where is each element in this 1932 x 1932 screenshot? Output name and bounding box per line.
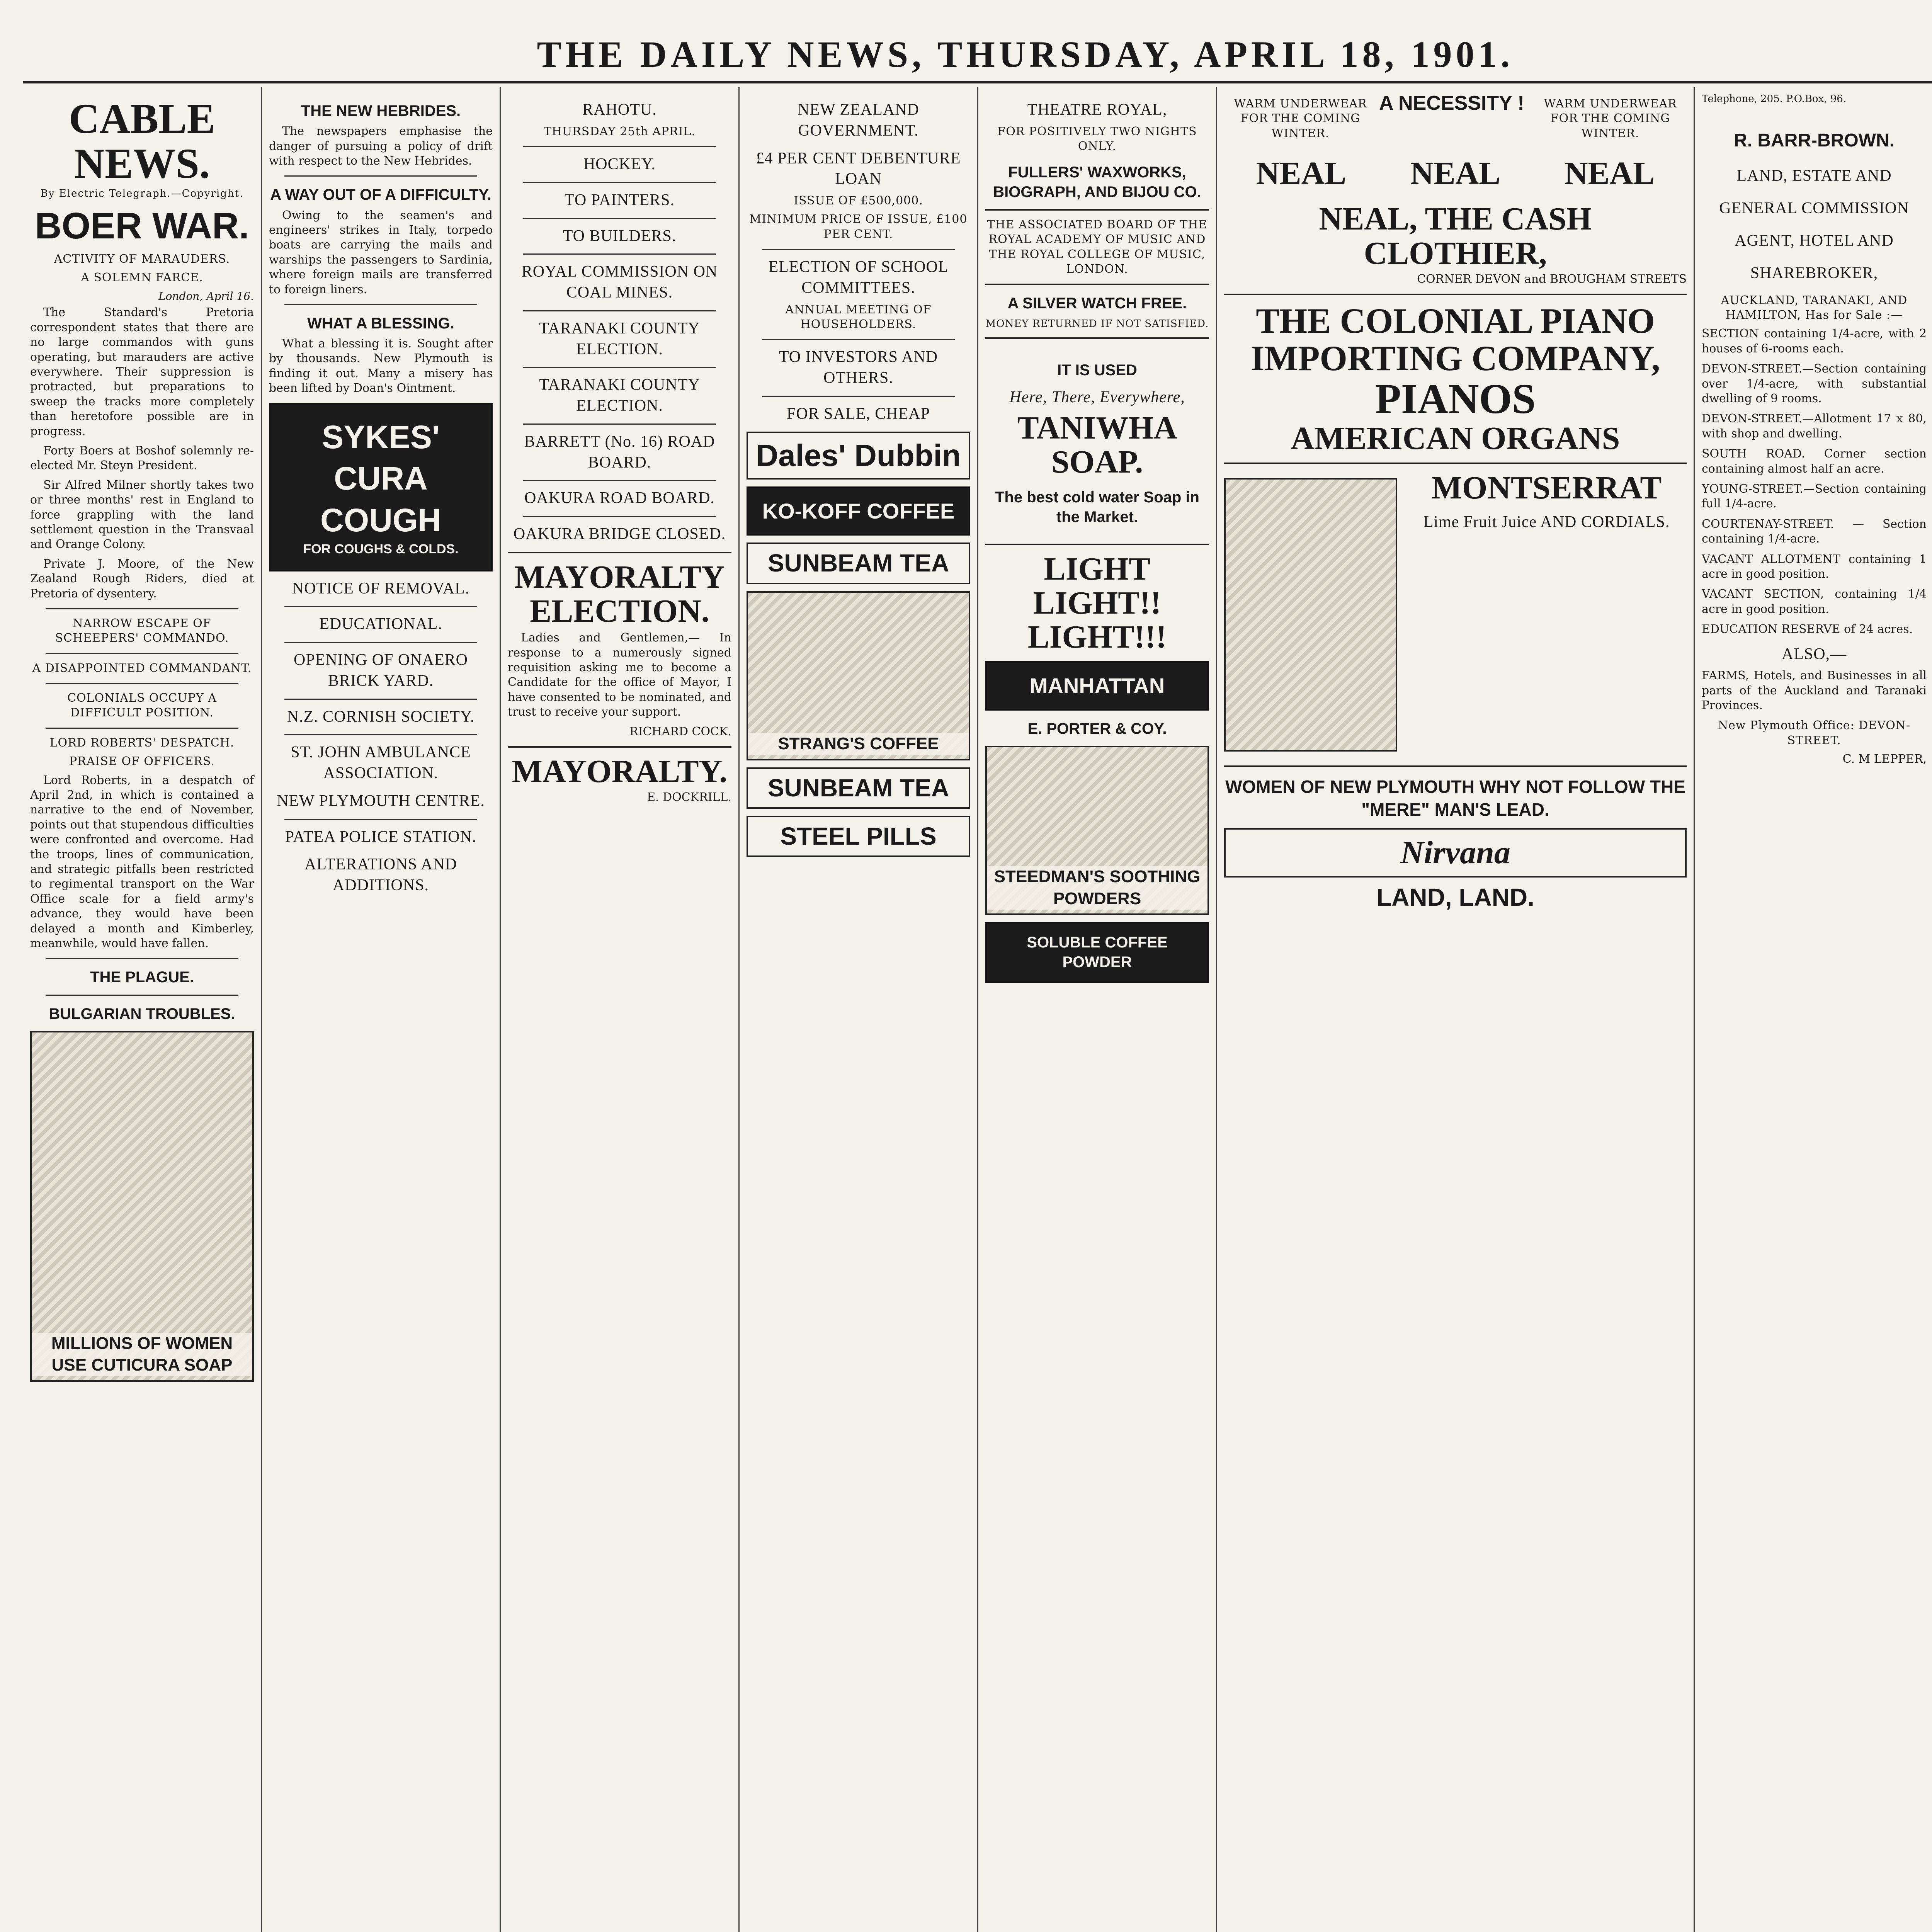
divider <box>523 182 716 183</box>
strang-coffee-illustration <box>747 591 970 760</box>
dales-title: Dales' Dubbin <box>756 438 961 473</box>
kokoff-advert: KO-KOFF COFFEE <box>747 486 970 536</box>
divider <box>284 606 477 607</box>
women-heading: WOMEN OF NEW PLYMOUTH WHY NOT FOLLOW THE "MERE" MAN'S LEAD. <box>1225 777 1685 820</box>
column-5 <box>978 87 1217 1932</box>
heading-for-sale: FOR SALE, CHEAP <box>787 405 930 423</box>
heading-rahotu-date: THURSDAY 25th APRIL. <box>543 124 696 138</box>
heading-theatre: THEATRE ROYAL, <box>1027 101 1167 119</box>
taniwha-line-1: IT IS USED <box>1057 361 1137 379</box>
heading-oakura: OAKURA ROAD BOARD. <box>524 489 715 507</box>
heading-fullers: FULLERS' WAXWORKS, BIOGRAPH, AND BIJOU CO. <box>993 163 1201 201</box>
heading-bulgarian: BULGARIAN TROUBLES. <box>49 1005 235 1022</box>
steedman-illustration <box>985 746 1209 915</box>
divider <box>523 253 716 255</box>
divider <box>46 608 238 609</box>
heading-solemn-farce: A SOLEMN FARCE. <box>81 271 203 285</box>
column-4 <box>740 87 978 1932</box>
columns <box>23 87 1932 1932</box>
divider <box>1224 765 1687 767</box>
heading-marauders: ACTIVITY OF MARAUDERS. <box>54 252 230 266</box>
divider <box>46 728 238 729</box>
heading-brick-yard: OPENING OF ONAERO BRICK YARD. <box>293 651 468 690</box>
nirvana-title: Nirvana <box>1400 834 1510 871</box>
strang-coffee-text: STRANG'S COFFEE <box>748 733 969 755</box>
divider <box>523 480 716 481</box>
divider <box>523 310 716 311</box>
heading-commandant: A DISAPPOINTED COMMANDANT. <box>32 661 252 675</box>
divider <box>46 995 238 996</box>
heading-taranaki-2: TARANAKI COUNTY ELECTION. <box>539 376 700 415</box>
listing-item: YOUNG-STREET.—Section containing full 1/4-acre. <box>1702 482 1927 511</box>
heading-mayoralty: MAYORALTY. <box>512 753 728 789</box>
heading-minimum-price: MINIMUM PRICE OF ISSUE, £100 PER CENT. <box>749 213 968 241</box>
column-6-7 <box>1217 87 1695 1932</box>
agent-subtitle: AUCKLAND, TARANAKI, AND HAMILTON, Has for Sale :— <box>1721 293 1908 322</box>
divider <box>284 734 477 735</box>
contact-line: Telephone, 205. P.O.Box, 96. <box>1702 93 1847 105</box>
heading-difficulty: A WAY OUT OF A DIFFICULTY. <box>270 186 492 204</box>
heading-alterations: ALTERATIONS AND ADDITIONS. <box>304 855 457 895</box>
heading-two-nights: FOR POSITIVELY TWO NIGHTS ONLY. <box>997 124 1197 153</box>
neal-1: NEAL <box>1256 155 1347 192</box>
heading-mayoralty-election: MAYORALTY ELECTION. <box>514 559 725 629</box>
divider <box>284 642 477 643</box>
neal-address: CORNER DEVON and BROUGHAM STREETS <box>1417 272 1687 286</box>
article-paragraph: Sir Alfred Milner shortly takes two or three months' rest in England to force grappling with the land settlement question in the Transvaal and Orange Colony. <box>30 478 254 551</box>
divider <box>523 146 716 147</box>
divider <box>762 339 955 340</box>
taniwha-title: TANIWHA SOAP. <box>1017 410 1177 480</box>
listing-item: DEVON-STREET.—Section containing over 1/4-acre, with substantial dwelling of 9 rooms. <box>1702 362 1927 406</box>
cable-news-title: CABLE NEWS. <box>69 95 215 187</box>
cuticura-advert-text: MILLIONS OF WOMEN USE CUTICURA SOAP <box>32 1333 252 1376</box>
heading-debenture: £4 PER CENT DEBENTURE LOAN <box>756 149 961 188</box>
divider <box>523 516 716 517</box>
listing-item: VACANT ALLOTMENT containing 1 acre in good position. <box>1702 552 1927 581</box>
neal-clothier: NEAL, THE CASH CLOTHIER, <box>1319 201 1592 271</box>
article-paragraph: Owing to the seamen's and engineers' strikes in Italy, torpedo boats are carrying the mails and warships the passengers to Sardinia, where foreign mails are transferred to foreign liners. <box>269 208 493 296</box>
necessity-heading: A NECESSITY ! <box>1379 92 1524 114</box>
heading-colonials: COLONIALS OCCUPY A DIFFICULT POSITION. <box>67 691 217 720</box>
divider <box>284 175 477 177</box>
heading-oakura-bridge: OAKURA BRIDGE CLOSED. <box>513 525 726 543</box>
article-paragraph: Forty Boers at Boshof solemnly re-elected Mr. Steyn President. <box>30 444 254 473</box>
steedman-text: STEEDMAN'S SOOTHING POWDERS <box>987 866 1208 910</box>
mayoralty-paragraph: Ladies and Gentlemen,— In response to a numerously signed requisition asking me to become a Candidate for the office of Mayor, I have consented to be nominated, and trust to receive your support. <box>508 631 731 719</box>
dateline: London, April 16. <box>158 289 254 303</box>
divider <box>46 653 238 654</box>
dales-dubbin-advert <box>747 432 970 480</box>
farms-line: FARMS, Hotels, and Businesses in all parts of the Auckland and Taranaki Provinces. <box>1702 669 1927 713</box>
masthead: THE DAILY NEWS, THURSDAY, APRIL 18, 1901. <box>23 27 1932 83</box>
signature-cock: RICHARD COCK. <box>629 724 731 738</box>
agent-signature: C. M LEPPER, <box>1842 752 1927 766</box>
divider <box>46 958 238 959</box>
heading-removal: NOTICE OF REMOVAL. <box>292 579 470 597</box>
article-paragraph: The newspapers emphasise the danger of pursuing a policy of drift with respect to the New Hebrides. <box>269 124 493 168</box>
listing-item: SECTION containing 1/4-acre, with 2 houses of 6-rooms each. <box>1702 327 1927 355</box>
column-2 <box>262 87 501 1932</box>
heading-plague: THE PLAGUE. <box>90 969 194 986</box>
divider <box>762 396 955 397</box>
heading-patea: PATEA POLICE STATION. <box>285 828 477 846</box>
heading-cornish: N.Z. CORNISH SOCIETY. <box>287 707 475 726</box>
sunbeam-advert-1 <box>747 543 970 584</box>
divider <box>284 304 477 305</box>
heading-builders: TO BUILDERS. <box>563 227 677 245</box>
divider <box>1224 294 1687 295</box>
taniwha-soap-advert <box>985 346 1209 537</box>
pianos-heading: PIANOS <box>1375 375 1536 423</box>
heading-issue: ISSUE OF £500,000. <box>794 194 923 207</box>
column-3 <box>501 87 740 1932</box>
listing-item: SOUTH ROAD. Corner section containing almost half an acre. <box>1702 447 1927 476</box>
divider <box>523 218 716 219</box>
heading-roberts-despatch: LORD ROBERTS' DESPATCH. <box>49 736 235 750</box>
steel-pills-title: STEEL PILLS <box>780 822 937 850</box>
heading-new-hebrides: THE NEW HEBRIDES. <box>301 102 461 119</box>
divider <box>985 209 1209 211</box>
listing-item: COURTENAY-STREET. — Section containing 1/4-acre. <box>1702 517 1927 546</box>
divider <box>985 337 1209 339</box>
cuticura-advert-illustration <box>30 1031 254 1382</box>
heading-silver-watch: A SILVER WATCH FREE. <box>1007 295 1187 312</box>
heading-rahotu: RAHOTU. <box>582 101 657 119</box>
montserrat-sub: Lime Fruit Juice AND CORDIALS. <box>1423 513 1670 531</box>
land-heading: LAND, LAND. <box>1376 883 1534 911</box>
heading-householders: ANNUAL MEETING OF HOUSEHOLDERS. <box>785 303 932 332</box>
heading-scheepers: NARROW ESCAPE OF SCHEEPERS' COMMANDO. <box>55 616 229 645</box>
nirvana-advert <box>1224 828 1687 878</box>
piano-company: THE COLONIAL PIANO IMPORTING COMPANY, <box>1250 301 1660 378</box>
montserrat-illustration <box>1224 478 1397 752</box>
warm-underwear-left: WARM UNDERWEAR FOR THE COMING WINTER. <box>1234 97 1367 140</box>
sunbeam-advert-2 <box>747 767 970 809</box>
divider <box>762 249 955 250</box>
divider <box>523 367 716 368</box>
article-paragraph: Lord Roberts, in a despatch of April 2nd, in which is contained a narrative to the end of November, points out that stupendous difficulties were confronted and overcome. Had the troops, lines of communication, and strategic pitfalls been restricted to regimental transport on the War Office scale for a field army's advance, they would have been delayed a month and Kimberley, meanwhile, would have fallen. <box>30 773 254 950</box>
sykes-title: SYKES' CURA COUGH <box>320 418 441 538</box>
boer-war-heading: BOER WAR. <box>35 205 249 247</box>
sykes-sub: FOR COUGHS & COLDS. <box>303 542 459 557</box>
column-1 <box>23 87 262 1932</box>
underwear-row <box>1224 93 1687 145</box>
listing-item: DEVON-STREET.—Allotment 17 x 80, with shop and dwelling. <box>1702 412 1927 440</box>
soluble-coffee-advert: SOLUBLE COFFEE POWDER <box>985 922 1209 983</box>
heading-hockey: HOCKEY. <box>583 155 656 173</box>
office-line: New Plymouth Office: DEVON-STREET. <box>1718 719 1911 747</box>
divider <box>985 284 1209 285</box>
manhattan-title: MANHATTAN <box>985 661 1209 711</box>
heading-praise-officers: PRAISE OF OFFICERS. <box>69 755 215 769</box>
divider <box>1224 463 1687 464</box>
column-8 <box>1695 87 1932 1932</box>
steel-pills-advert <box>747 816 970 857</box>
organs-heading: AMERICAN ORGANS <box>1291 420 1620 456</box>
taniwha-line-4: The best cold water Soap in the Market. <box>995 489 1199 526</box>
montserrat-row <box>1224 471 1687 759</box>
neal-row <box>1224 156 1687 190</box>
heading-associated-board: THE ASSOCIATED BOARD OF THE ROYAL ACADEMY OF MUSIC AND THE ROYAL COLLEGE OF MUSIC, LONDON. <box>987 218 1208 276</box>
sunbeam-title: SUNBEAM TEA <box>767 549 949 577</box>
heading-blessing: WHAT A BLESSING. <box>307 315 454 332</box>
heading-coal-mines: ROYAL COMMISSION ON COAL MINES. <box>521 263 718 302</box>
also-heading: ALSO,— <box>1781 645 1847 663</box>
divider <box>523 423 716 425</box>
agent-title: LAND, ESTATE AND GENERAL COMMISSION AGENT, HOTEL AND SHAREBROKER, <box>1719 167 1909 282</box>
divider <box>284 699 477 700</box>
article-paragraph: What a blessing it is. Sought after by thousands. New Plymouth is finding it out. Many a misery has been lifted by Doan's Ointment. <box>269 337 493 395</box>
heading-school-committees: ELECTION OF SCHOOL COMMITTEES. <box>768 258 949 297</box>
heading-np-centre: NEW PLYMOUTH CENTRE. <box>277 792 485 810</box>
listing-item: EDUCATION RESERVE of 24 acres. <box>1702 622 1913 636</box>
divider <box>508 552 731 553</box>
heading-barrett: BARRETT (No. 16) ROAD BOARD. <box>524 432 715 471</box>
porter-name: E. PORTER & COY. <box>1027 720 1167 737</box>
sykes-cough-advert <box>269 403 493 571</box>
sunbeam-title: SUNBEAM TEA <box>767 774 949 802</box>
signature-dockrill: E. DOCKRILL. <box>647 791 731 804</box>
divider <box>284 819 477 820</box>
heading-taranaki-1: TARANAKI COUNTY ELECTION. <box>539 319 700 358</box>
heading-educational: EDUCATIONAL. <box>319 615 442 633</box>
montserrat-text <box>1406 471 1687 759</box>
cable-byline: By Electric Telegraph.—Copyright. <box>40 188 244 199</box>
heading-painters: TO PAINTERS. <box>564 191 675 209</box>
montserrat-title: MONTSERRAT <box>1431 470 1662 506</box>
divider <box>985 544 1209 545</box>
article-paragraph: The Standard's Pretoria correspondent states that there are no large commandos with guns operating, but marauders are active everywhere. Their suppression is protracted, but preparations to sweep the tracks more completely than heretofore possible are in progress. <box>30 306 254 438</box>
divider <box>46 683 238 684</box>
heading-investors: TO INVESTORS AND OTHERS. <box>779 348 938 387</box>
divider <box>508 746 731 748</box>
heading-nz-government: NEW ZEALAND GOVERNMENT. <box>798 101 919 139</box>
heading-light: LIGHT LIGHT!! LIGHT!!! <box>1027 551 1167 655</box>
heading-ambulance: ST. JOHN AMBULANCE ASSOCIATION. <box>291 743 471 782</box>
listing-item: VACANT SECTION, containing 1/4 acre in good position. <box>1702 587 1927 616</box>
money-returned: MONEY RETURNED IF NOT SATISFIED. <box>985 318 1209 330</box>
article-paragraph: Private J. Moore, of the New Zealand Rough Riders, died at Pretoria of dysentery. <box>30 557 254 600</box>
agent-name: R. BARR-BROWN. <box>1734 130 1895 151</box>
taniwha-line-2: Here, There, Everywhere, <box>1009 388 1185 406</box>
neal-2: NEAL <box>1410 155 1501 192</box>
neal-3: NEAL <box>1564 155 1655 192</box>
warm-underwear-right: WARM UNDERWEAR FOR THE COMING WINTER. <box>1544 97 1677 140</box>
